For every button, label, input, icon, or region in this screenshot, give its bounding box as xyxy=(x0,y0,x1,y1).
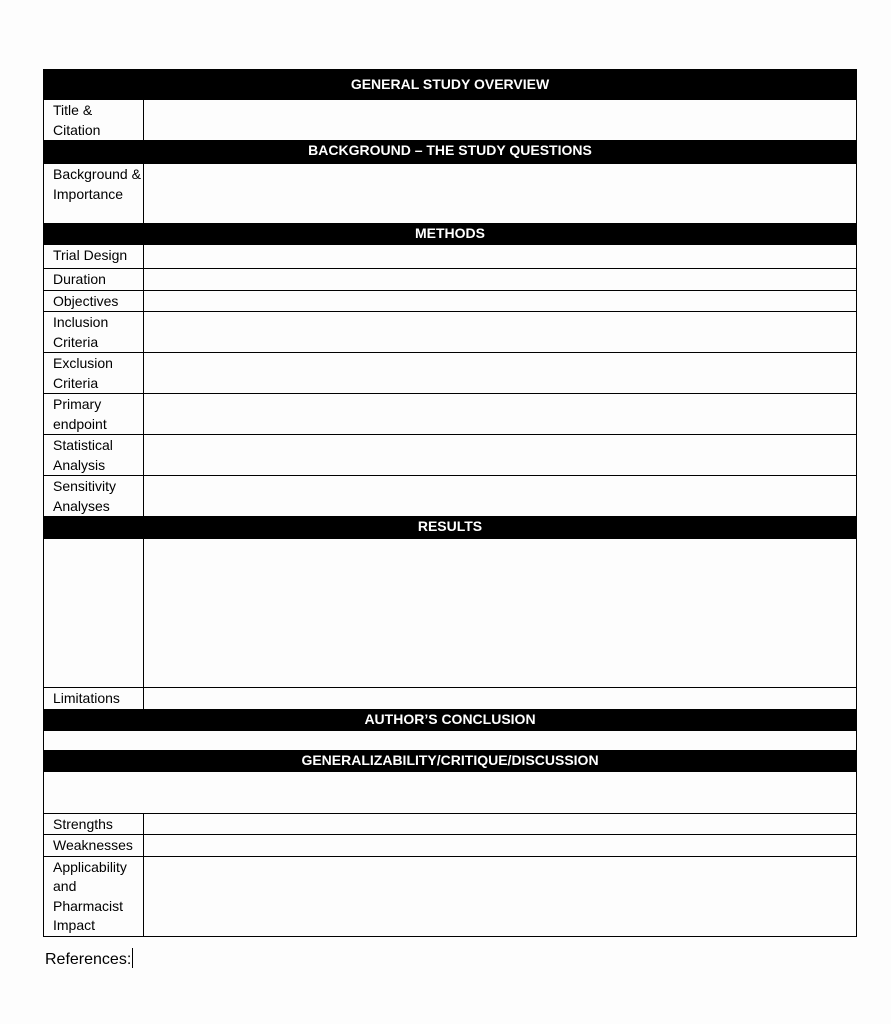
section-header-results: RESULTS xyxy=(44,517,857,539)
field-sensitivity-analyses[interactable] xyxy=(144,476,857,517)
label-duration: Duration xyxy=(44,269,144,291)
references-label: References: xyxy=(45,951,132,968)
field-weaknesses[interactable] xyxy=(144,835,857,857)
field-statistical-analysis[interactable] xyxy=(144,435,857,476)
field-authors-conclusion[interactable] xyxy=(44,730,857,750)
field-title-citation[interactable] xyxy=(144,100,857,141)
label-primary-endpoint: Primary endpoint xyxy=(44,394,144,435)
field-inclusion-criteria[interactable] xyxy=(144,312,857,353)
label-limitations: Limitations xyxy=(44,688,144,710)
label-background-importance: Background & Importance xyxy=(44,164,144,224)
label-inclusion-criteria: Inclusion Criteria xyxy=(44,312,144,353)
label-strengths: Strengths xyxy=(44,813,144,835)
field-results[interactable] xyxy=(144,539,857,688)
label-trial-design: Trial Design xyxy=(44,245,144,269)
section-header-conclusion: AUTHOR’S CONCLUSION xyxy=(44,709,857,730)
field-limitations[interactable] xyxy=(144,688,857,710)
section-header-overview: GENERAL STUDY OVERVIEW xyxy=(44,70,857,100)
field-applicability[interactable] xyxy=(144,856,857,936)
field-generalizability[interactable] xyxy=(44,771,857,813)
field-trial-design[interactable] xyxy=(144,245,857,269)
text-cursor xyxy=(132,948,133,968)
label-applicability: Applicability and Pharmacist Impact xyxy=(44,856,144,936)
section-header-critique: GENERALIZABILITY/CRITIQUE/DISCUSSION xyxy=(44,750,857,771)
field-exclusion-criteria[interactable] xyxy=(144,353,857,394)
label-weaknesses: Weaknesses xyxy=(44,835,144,857)
label-title-citation: Title & Citation xyxy=(44,100,144,141)
field-objectives[interactable] xyxy=(144,290,857,312)
references-line[interactable] xyxy=(45,948,133,971)
label-objectives: Objectives xyxy=(44,290,144,312)
label-results xyxy=(44,539,144,688)
field-background-importance[interactable] xyxy=(144,164,857,224)
section-header-background: BACKGROUND – THE STUDY QUESTIONS xyxy=(44,141,857,164)
label-exclusion-criteria: Exclusion Criteria xyxy=(44,353,144,394)
study-evaluation-form xyxy=(43,69,857,937)
field-duration[interactable] xyxy=(144,269,857,291)
label-sensitivity-analyses: Sensitivity Analyses xyxy=(44,476,144,517)
field-primary-endpoint[interactable] xyxy=(144,394,857,435)
section-header-methods: METHODS xyxy=(44,224,857,245)
field-strengths[interactable] xyxy=(144,813,857,835)
label-statistical-analysis: Statistical Analysis xyxy=(44,435,144,476)
